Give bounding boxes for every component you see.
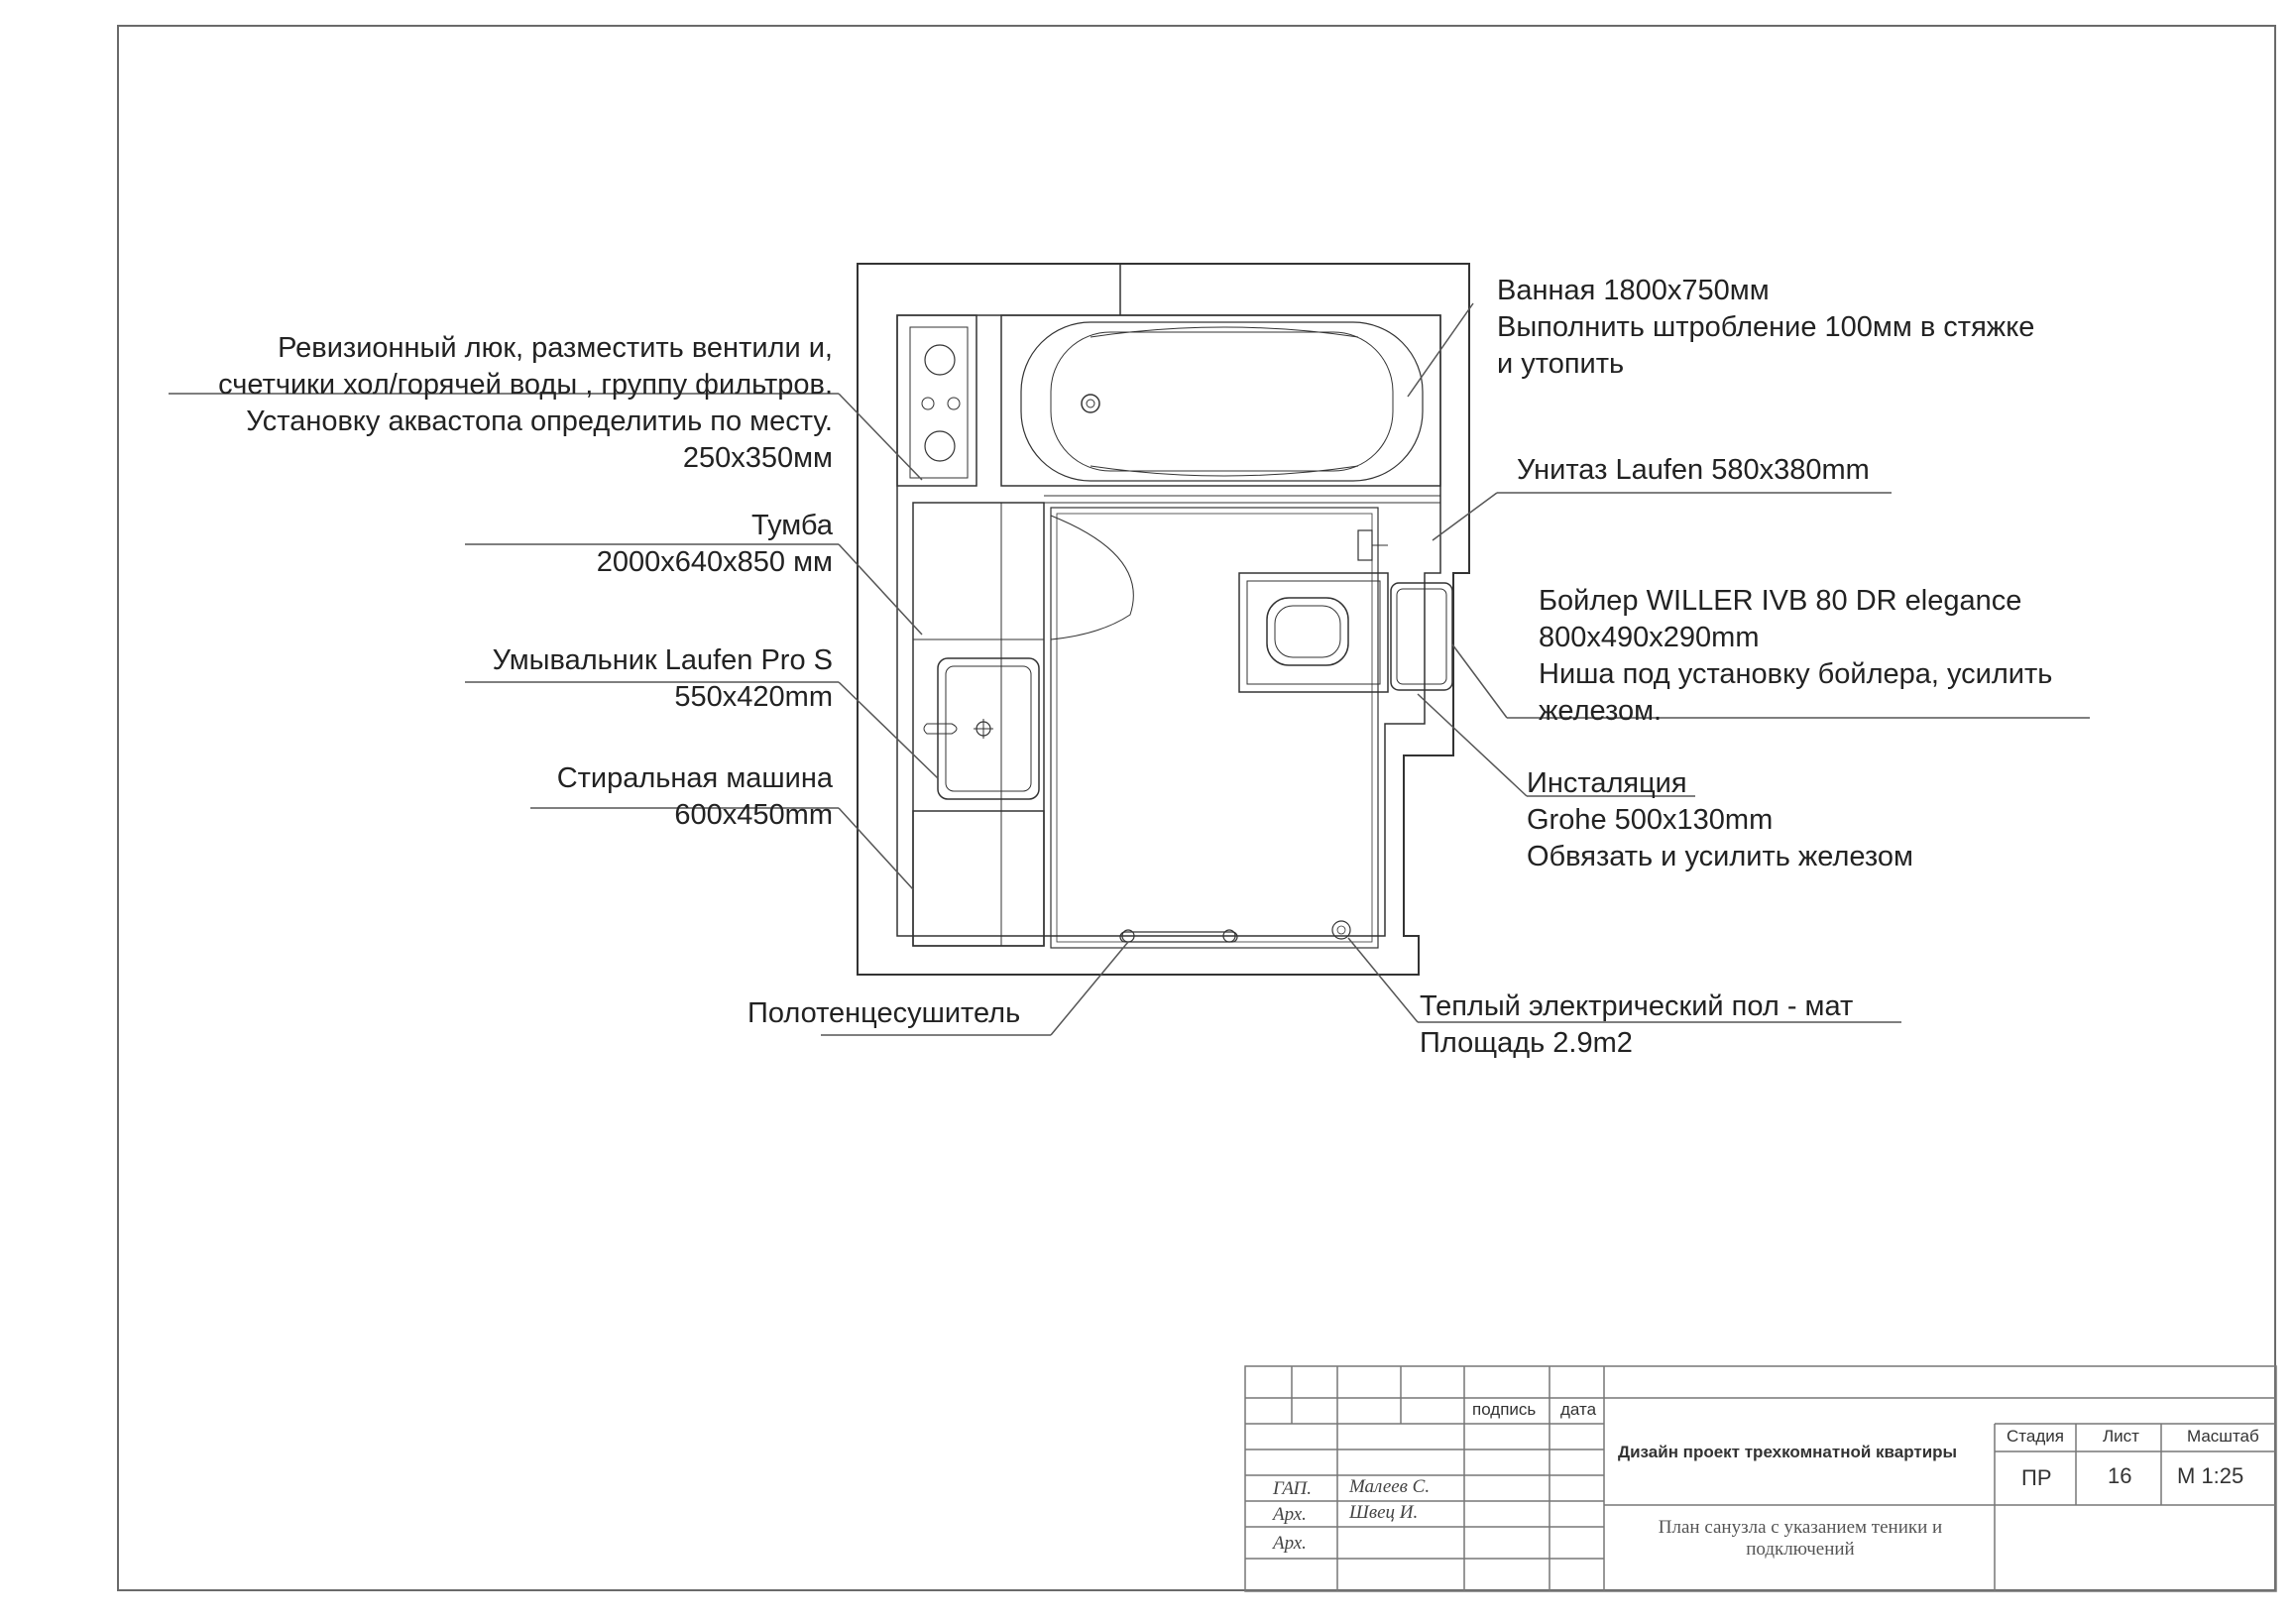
title-block-name-gap: Малеев С. bbox=[1349, 1476, 1431, 1497]
revision-hatch bbox=[897, 315, 976, 486]
washbasin bbox=[924, 658, 1039, 799]
title-block-project-title: Дизайн проект трехкомнатной квартиры bbox=[1618, 1443, 1958, 1461]
washing-machine bbox=[913, 811, 1044, 946]
title-block-role-arch-1: Арх. bbox=[1273, 1504, 1307, 1525]
callout-cabinet: Тумба 2000x640x850 мм bbox=[596, 510, 833, 578]
title-block-scale-value: М 1:25 bbox=[2177, 1463, 2244, 1488]
callout-installation: Инсталяция Grohe 500x130mm Обвязать и усилить железом bbox=[1527, 767, 1913, 872]
callout-bathtub: Ванная 1800x750мм Выполнить штробление 100мм в стяжке и утопить bbox=[1497, 275, 2035, 380]
title-block-scale-label: Масштаб bbox=[2187, 1427, 2259, 1446]
title-block-role-arch-2: Арх. bbox=[1273, 1533, 1307, 1554]
title-block-col-date: дата bbox=[1560, 1400, 1597, 1419]
callout-washing-machine: Стиральная машина 600x450mm bbox=[556, 762, 833, 831]
title-block-sheet-label: Лист bbox=[2103, 1427, 2139, 1446]
title-block-stage-value: ПР bbox=[2021, 1465, 2052, 1490]
callout-toilet: Унитаз Laufen 580x380mm bbox=[1517, 454, 1870, 486]
door-swing bbox=[1051, 516, 1133, 639]
title-block-sheet-title: План санузла с указанием теники и подключений bbox=[1658, 1517, 1943, 1560]
callout-washbasin: Умывальник Laufen Pro S 550x420mm bbox=[492, 644, 833, 713]
title-block-role-gap: ГАП. bbox=[1273, 1478, 1312, 1499]
callout-floor-heating: Теплый электрический пол - мат Площадь 2.9m2 bbox=[1420, 990, 1854, 1059]
title-block-col-signature: подпись bbox=[1472, 1400, 1537, 1419]
title-block-sheet-value: 16 bbox=[2108, 1463, 2132, 1488]
boiler bbox=[1391, 583, 1452, 690]
callout-boiler: Бойлер WILLER IVB 80 DR elegance 800x490x290mm Ниша под установку бойлера, усилить железом. bbox=[1539, 585, 2053, 727]
toilet-installation bbox=[1239, 573, 1388, 692]
inner-wall bbox=[897, 315, 1440, 936]
callout-towel-dryer: Полотенцесушитель bbox=[747, 997, 1021, 1029]
callout-revision-hatch: Ревизионный люк, разместить вентили и, счетчики хол/горячей воды , группу фильтров. Установку аквастопа определитиь по месту. 250x350мм bbox=[218, 332, 833, 474]
bathtub bbox=[1001, 315, 1440, 486]
title-block-name-arch-1: Швец И. bbox=[1349, 1502, 1419, 1523]
title-block-stage-label: Стадия bbox=[2007, 1427, 2064, 1446]
